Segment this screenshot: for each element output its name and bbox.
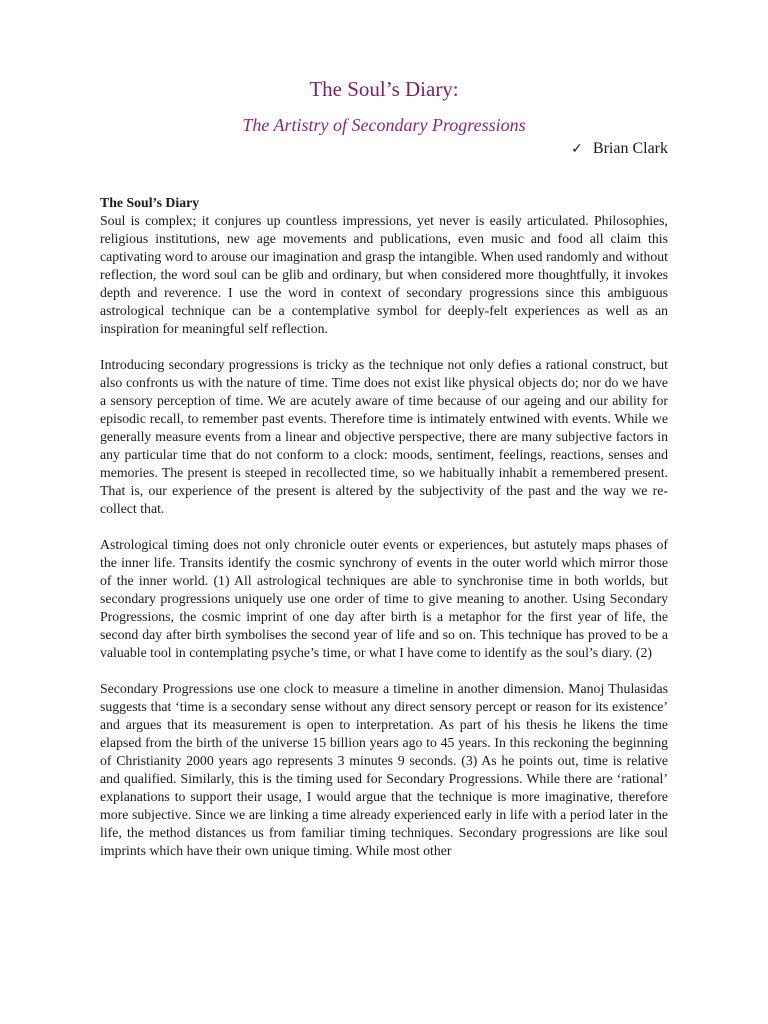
check-icon: ✓ (571, 141, 583, 157)
body-text (100, 194, 668, 878)
author-name: Brian Clark (592, 140, 668, 157)
section-heading: The Soul’s Diary (100, 195, 200, 210)
paragraph-1: Soul is complex; it conjures up countless impressions, yet never is easily articulated. Philosophies, religious institutions, new age movements and publications, even music and food all claim this captivating word to arouse our imagination and grasp the intangible. When used randomly and without reflection, the word soul can be glib and ordinary, but when considered more thoughtfully, it invokes depth and reverence. I use the word in context of secondary progressions since this ambiguous astrological technique can be a contemplative symbol for deeply-felt experiences as well as an inspiration for meaningful self reflection. (100, 213, 668, 336)
paragraph-3: Astrological timing does not only chronicle outer events or experiences, but astutely maps phases of the inner life. Transits identify the cosmic synchrony of events in the outer world which mirror those of the inner world. (1) All astrological techniques are able to synchronise time in both worlds, but secondary progressions uniquely use one order of time to give meaning to another. Using Secondary Progressions, the cosmic imprint of one day after birth is a metaphor for the first year of life, the second day after birth symbolises the second year of life and so on. This technique has proved to be a valuable tool in contemplating psyche’s time, or what I have come to identify as the soul’s diary. (2) (100, 537, 668, 660)
author-line (571, 139, 668, 159)
page-subtitle: The Artistry of Secondary Progressions (242, 115, 526, 135)
paragraph-4: Secondary Progressions use one clock to measure a timeline in another dimension. Manoj Thulasidas suggests that ‘time is a secondary sense without any direct sensory percept or reason for its existence’ and argues that its measurement is open to interpretation. As part of his thesis he likens the time elapsed from the birth of the universe 15 billion years ago to 45 years. In this reckoning the beginning of Christianity 2000 years ago represents 3 minutes 9 seconds. (3) As he points out, time is relative and qualified. Similarly, this is the timing used for Secondary Progressions. While there are ‘rational’ explanations to support their usage, I would argue that the technique is more imaginative, therefore more subjective. Since we are linking a time already experienced early in life with a period later in the life, the method distances us from familiar timing techniques. Secondary progressions are like soul imprints which have their own unique timing. While most other (100, 681, 668, 858)
page-title: The Soul’s Diary: (309, 77, 459, 101)
paragraph-2: Introducing secondary progressions is tricky as the technique not only defies a rational construct, but also confronts us with the nature of time. Time does not exist like physical objects do; nor do we have a sensory perception of time. We are acutely aware of time because of our ageing and our ability for episodic recall, to remember past events. Therefore time is intimately entwined with events. While we generally measure events from a linear and objective perspective, there are many subjective factors in any particular time that do not conform to a clock: moods, sentiment, feelings, reactions, senses and memories. The present is steeped in recollected time, so we habitually inhabit a remembered present. That is, our experience of the present is altered by the subjectivity of the past and the way we re-collect that. (100, 357, 668, 516)
